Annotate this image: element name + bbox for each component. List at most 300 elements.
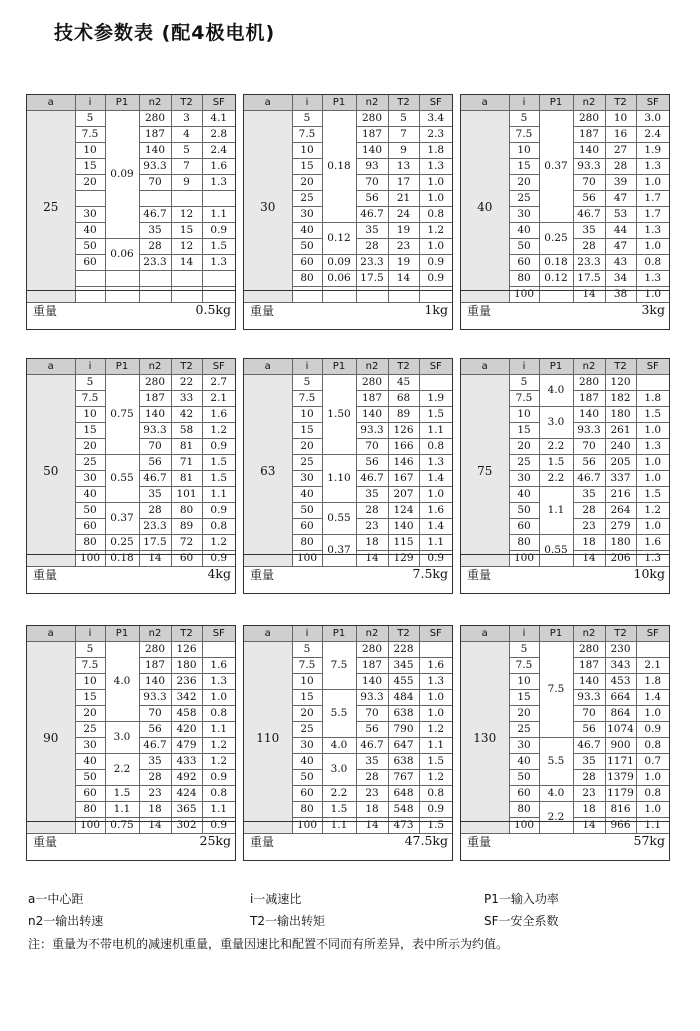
safety-factor-cell: 1.7 [636, 207, 669, 223]
input-power-cell: 0.75 [105, 375, 139, 455]
ratio-cell: 25 [75, 455, 105, 471]
output-torque-cell: 261 [605, 423, 636, 439]
safety-factor-cell: 1.3 [636, 439, 669, 455]
safety-factor-cell: 1.1 [202, 802, 235, 818]
output-speed-cell: 14 [139, 818, 171, 834]
weight-row [27, 290, 235, 329]
output-torque-cell: 45 [388, 375, 419, 391]
column-header: SF [419, 626, 452, 642]
output-speed-cell: 140 [139, 407, 171, 423]
input-power-cell: 4.0 [539, 375, 573, 407]
output-speed-cell: 280 [139, 111, 171, 127]
input-power-cell: 5.5 [539, 738, 573, 786]
ratio-cell: 60 [75, 786, 105, 802]
ratio-cell: 25 [292, 455, 322, 471]
safety-factor-cell: 1.0 [636, 519, 669, 535]
ratio-cell: 30 [75, 207, 105, 223]
output-speed-cell: 93 [356, 159, 388, 175]
output-speed-cell: 56 [356, 722, 388, 738]
output-torque-cell [171, 191, 202, 207]
ratio-cell: 15 [75, 423, 105, 439]
safety-factor-cell: 0.9 [202, 223, 235, 239]
legend-a: a一中心距 [28, 892, 84, 906]
safety-factor-cell: 1.3 [202, 674, 235, 690]
safety-factor-cell: 1.3 [419, 674, 452, 690]
output-torque-cell: 7 [171, 159, 202, 175]
weight-label: 重量 [33, 304, 58, 318]
weight-value: 7.5kg [412, 566, 448, 581]
column-header: a [461, 626, 509, 642]
safety-factor-cell: 1.0 [636, 802, 669, 818]
ratio-cell: 10 [75, 407, 105, 423]
safety-factor-cell: 1.4 [419, 471, 452, 487]
output-speed-cell: 93.3 [573, 159, 605, 175]
output-torque-cell: 81 [171, 471, 202, 487]
output-speed-cell: 14 [139, 551, 171, 567]
output-speed-cell: 46.7 [356, 207, 388, 223]
ratio-cell: 50 [509, 503, 539, 519]
output-torque-cell: 767 [388, 770, 419, 786]
output-torque-cell: 13 [388, 159, 419, 175]
input-power-cell: 2.2 [539, 471, 573, 487]
ratio-cell [75, 191, 105, 207]
input-power-cell: 0.09 [105, 111, 139, 239]
safety-factor-cell: 0.9 [636, 722, 669, 738]
safety-factor-cell: 1.3 [636, 159, 669, 175]
output-speed-cell: 14 [356, 551, 388, 567]
column-header: a [244, 626, 292, 642]
output-speed-cell: 14 [573, 818, 605, 834]
spec-table [244, 95, 452, 303]
input-power-cell: 0.25 [539, 223, 573, 255]
output-speed-cell [139, 191, 171, 207]
ratio-cell: 100 [509, 551, 539, 567]
ratio-cell: 30 [75, 738, 105, 754]
ratio-cell: 40 [292, 487, 322, 503]
ratio-cell: 60 [292, 786, 322, 802]
ratio-cell: 20 [292, 439, 322, 455]
output-torque-cell: 180 [171, 658, 202, 674]
output-speed-cell: 17.5 [139, 535, 171, 551]
table-row [244, 111, 452, 127]
column-header: i [75, 95, 105, 111]
output-torque-cell: 22 [171, 375, 202, 391]
output-torque-cell: 1179 [605, 786, 636, 802]
column-header: i [509, 95, 539, 111]
output-speed-cell: 28 [139, 239, 171, 255]
output-torque-cell: 342 [171, 690, 202, 706]
output-torque-cell: 424 [171, 786, 202, 802]
safety-factor-cell: 1.5 [202, 471, 235, 487]
output-torque-cell: 548 [388, 802, 419, 818]
output-torque-cell: 89 [171, 519, 202, 535]
safety-factor-cell: 1.1 [419, 535, 452, 551]
output-speed-cell: 280 [139, 642, 171, 658]
ratio-cell: 80 [292, 271, 322, 287]
output-speed-cell: 187 [356, 658, 388, 674]
column-header: i [292, 95, 322, 111]
output-speed-cell: 140 [356, 143, 388, 159]
output-torque-cell: 47 [605, 191, 636, 207]
output-speed-cell: 35 [573, 487, 605, 503]
ratio-cell: 40 [75, 487, 105, 503]
input-power-cell: 0.55 [105, 455, 139, 503]
ratio-cell: 15 [75, 159, 105, 175]
ratio-cell: 10 [292, 407, 322, 423]
ratio-cell: 10 [75, 143, 105, 159]
safety-factor-cell: 0.9 [202, 503, 235, 519]
weight-label: 重量 [250, 304, 275, 318]
ratio-cell: 30 [75, 471, 105, 487]
output-torque-cell: 12 [171, 207, 202, 223]
input-power-cell: 0.37 [322, 535, 356, 567]
safety-factor-cell: 1.8 [419, 143, 452, 159]
weight-row [244, 821, 452, 860]
output-speed-cell: 280 [573, 642, 605, 658]
safety-factor-cell: 1.2 [419, 722, 452, 738]
column-header: i [75, 359, 105, 375]
column-header: n2 [139, 626, 171, 642]
output-speed-cell: 93.3 [139, 159, 171, 175]
ratio-cell: 50 [509, 770, 539, 786]
output-torque-cell: 27 [605, 143, 636, 159]
output-torque-cell: 453 [605, 674, 636, 690]
safety-factor-cell: 1.3 [202, 175, 235, 191]
output-speed-cell: 14 [573, 287, 605, 303]
output-speed-cell: 46.7 [139, 471, 171, 487]
input-power-cell: 4.0 [322, 738, 356, 754]
ratio-cell: 5 [509, 111, 539, 127]
ratio-cell: 50 [292, 770, 322, 786]
output-torque-cell: 492 [171, 770, 202, 786]
safety-factor-cell: 1.2 [202, 738, 235, 754]
column-header: n2 [139, 359, 171, 375]
table-row [27, 642, 235, 658]
ratio-cell: 50 [292, 503, 322, 519]
ratio-cell: 100 [509, 818, 539, 834]
weight-row [461, 290, 669, 329]
output-torque-cell: 455 [388, 674, 419, 690]
output-torque-cell: 207 [388, 487, 419, 503]
output-speed-cell: 35 [573, 754, 605, 770]
output-speed-cell: 35 [356, 223, 388, 239]
ratio-cell: 20 [75, 439, 105, 455]
column-header: P1 [322, 95, 356, 111]
spec-table-panel [26, 94, 236, 330]
output-torque-cell: 1074 [605, 722, 636, 738]
ratio-cell: 50 [75, 239, 105, 255]
output-speed-cell: 187 [139, 658, 171, 674]
ratio-cell: 80 [75, 802, 105, 818]
ratio-cell: 10 [509, 143, 539, 159]
ratio-cell: 20 [509, 706, 539, 722]
output-torque-cell: 864 [605, 706, 636, 722]
safety-factor-cell: 0.9 [419, 255, 452, 271]
ratio-cell: 40 [509, 223, 539, 239]
legend-sf: SF一安全系数 [484, 914, 559, 928]
ratio-cell: 15 [509, 159, 539, 175]
safety-factor-cell: 1.1 [419, 738, 452, 754]
legend-n2: n2一输出转速 [28, 914, 104, 928]
ratio-cell: 5 [509, 375, 539, 391]
safety-factor-cell: 0.8 [419, 439, 452, 455]
output-torque-cell: 115 [388, 535, 419, 551]
ratio-cell: 20 [75, 175, 105, 191]
output-speed-cell: 70 [573, 175, 605, 191]
column-header: a [244, 95, 292, 111]
safety-factor-cell: 0.8 [636, 255, 669, 271]
ratio-cell: 20 [292, 706, 322, 722]
output-torque-cell: 230 [605, 642, 636, 658]
safety-factor-cell: 2.4 [636, 127, 669, 143]
column-header: P1 [105, 626, 139, 642]
legend-p1: P1一输入功率 [484, 892, 559, 906]
ratio-cell: 10 [509, 674, 539, 690]
weight-label: 重量 [33, 568, 58, 582]
output-speed-cell: 28 [356, 770, 388, 786]
output-speed-cell: 46.7 [573, 471, 605, 487]
output-speed-cell: 28 [356, 503, 388, 519]
output-torque-cell: 180 [605, 535, 636, 551]
spec-table [27, 626, 235, 834]
weight-value: 57kg [633, 833, 665, 848]
ratio-cell: 100 [75, 818, 105, 834]
input-power-cell: 2.2 [539, 439, 573, 455]
ratio-cell: 7.5 [292, 127, 322, 143]
safety-factor-cell: 1.6 [202, 159, 235, 175]
ratio-cell: 40 [75, 754, 105, 770]
safety-factor-cell: 1.5 [419, 754, 452, 770]
column-header: P1 [322, 626, 356, 642]
safety-factor-cell: 0.8 [636, 786, 669, 802]
safety-factor-cell: 1.0 [636, 239, 669, 255]
output-torque-cell: 23 [388, 239, 419, 255]
input-power-cell: 5.5 [322, 690, 356, 738]
output-speed-cell: 28 [139, 770, 171, 786]
output-torque-cell: 124 [388, 503, 419, 519]
output-speed-cell: 23 [356, 786, 388, 802]
ratio-cell: 25 [292, 722, 322, 738]
safety-factor-cell: 1.0 [419, 239, 452, 255]
output-torque-cell: 10 [605, 111, 636, 127]
output-speed-cell: 70 [139, 439, 171, 455]
output-speed-cell: 187 [356, 391, 388, 407]
output-torque-cell: 38 [605, 287, 636, 303]
weight-label: 重量 [467, 304, 492, 318]
column-header: SF [636, 626, 669, 642]
output-speed-cell: 14 [356, 818, 388, 834]
output-torque-cell: 28 [605, 159, 636, 175]
safety-factor-cell: 1.0 [636, 471, 669, 487]
weight-label: 重量 [250, 835, 275, 849]
spec-table-panel [460, 358, 670, 594]
center-distance-cell: 130 [461, 642, 509, 834]
output-speed-cell: 14 [573, 551, 605, 567]
column-header: i [292, 626, 322, 642]
ratio-cell: 80 [292, 535, 322, 551]
output-speed-cell: 35 [356, 754, 388, 770]
safety-factor-cell: 1.0 [636, 175, 669, 191]
output-speed-cell: 140 [573, 407, 605, 423]
output-speed-cell: 93.3 [139, 690, 171, 706]
output-torque-cell: 647 [388, 738, 419, 754]
output-torque-cell: 129 [388, 551, 419, 567]
output-torque-cell: 1379 [605, 770, 636, 786]
input-power-cell: 0.18 [539, 255, 573, 271]
output-torque-cell: 53 [605, 207, 636, 223]
input-power-cell: 2.2 [539, 802, 573, 834]
safety-factor-cell: 1.3 [636, 223, 669, 239]
column-header: i [292, 359, 322, 375]
output-torque-cell: 1171 [605, 754, 636, 770]
output-torque-cell: 479 [171, 738, 202, 754]
safety-factor-cell: 1.0 [202, 690, 235, 706]
output-torque-cell: 80 [171, 503, 202, 519]
ratio-cell: 15 [509, 423, 539, 439]
output-torque-cell: 228 [388, 642, 419, 658]
safety-factor-cell: 0.9 [202, 439, 235, 455]
output-torque-cell: 638 [388, 754, 419, 770]
ratio-cell: 100 [292, 551, 322, 567]
ratio-cell: 30 [509, 738, 539, 754]
safety-factor-cell: 0.8 [202, 786, 235, 802]
safety-factor-cell: 0.9 [419, 271, 452, 287]
ratio-cell: 5 [292, 375, 322, 391]
safety-factor-cell: 1.8 [636, 674, 669, 690]
safety-factor-cell: 1.6 [636, 535, 669, 551]
input-power-cell: 3.0 [322, 754, 356, 786]
output-speed-cell: 28 [139, 503, 171, 519]
output-speed-cell: 187 [139, 127, 171, 143]
weight-label: 重量 [33, 835, 58, 849]
safety-factor-cell: 0.8 [202, 706, 235, 722]
ratio-cell: 80 [292, 802, 322, 818]
column-header: n2 [573, 359, 605, 375]
ratio-cell: 7.5 [292, 658, 322, 674]
safety-factor-cell: 1.2 [202, 535, 235, 551]
ratio-cell: 60 [292, 519, 322, 535]
output-speed-cell: 18 [356, 535, 388, 551]
output-torque-cell: 5 [171, 143, 202, 159]
ratio-cell: 7.5 [75, 127, 105, 143]
safety-factor-cell: 1.0 [636, 455, 669, 471]
ratio-cell: 7.5 [509, 127, 539, 143]
safety-factor-cell: 1.2 [419, 770, 452, 786]
safety-factor-cell: 1.5 [202, 239, 235, 255]
output-torque-cell: 60 [171, 551, 202, 567]
ratio-cell: 5 [292, 642, 322, 658]
safety-factor-cell: 0.9 [202, 818, 235, 834]
column-header: P1 [105, 359, 139, 375]
column-header: SF [202, 95, 235, 111]
ratio-cell: 5 [509, 642, 539, 658]
output-speed-cell: 28 [356, 239, 388, 255]
safety-factor-cell: 2.1 [202, 391, 235, 407]
output-torque-cell: 648 [388, 786, 419, 802]
ratio-cell: 10 [509, 407, 539, 423]
center-distance-cell: 50 [27, 375, 75, 567]
output-speed-cell: 23 [139, 786, 171, 802]
ratio-cell: 60 [292, 255, 322, 271]
output-speed-cell: 56 [356, 191, 388, 207]
output-speed-cell: 70 [356, 706, 388, 722]
legend-i: i一减速比 [250, 892, 302, 906]
safety-factor-cell: 0.9 [202, 770, 235, 786]
safety-factor-cell: 1.3 [202, 255, 235, 271]
output-speed-cell: 23 [573, 786, 605, 802]
ratio-cell: 5 [75, 375, 105, 391]
safety-factor-cell: 1.3 [419, 455, 452, 471]
safety-factor-cell [202, 271, 235, 287]
output-speed-cell: 140 [356, 407, 388, 423]
ratio-cell: 7.5 [509, 658, 539, 674]
output-speed-cell: 28 [573, 770, 605, 786]
safety-factor-cell: 4.1 [202, 111, 235, 127]
weight-value: 25kg [199, 833, 231, 848]
column-header: SF [636, 95, 669, 111]
center-distance-cell: 63 [244, 375, 292, 567]
output-speed-cell: 46.7 [573, 738, 605, 754]
output-torque-cell: 140 [388, 519, 419, 535]
safety-factor-cell: 1.6 [202, 658, 235, 674]
output-speed-cell: 187 [139, 391, 171, 407]
safety-factor-cell: 1.6 [419, 503, 452, 519]
output-torque-cell: 120 [605, 375, 636, 391]
column-header: P1 [539, 359, 573, 375]
input-power-cell: 4.0 [105, 642, 139, 722]
safety-factor-cell: 1.0 [419, 175, 452, 191]
output-speed-cell: 140 [139, 143, 171, 159]
output-speed-cell: 35 [139, 754, 171, 770]
input-power-cell [105, 271, 139, 287]
table-row [461, 375, 669, 391]
safety-factor-cell: 0.9 [419, 551, 452, 567]
input-power-cell: 1.5 [105, 786, 139, 802]
ratio-cell: 80 [75, 535, 105, 551]
output-speed-cell: 23.3 [573, 255, 605, 271]
input-power-cell: 2.2 [105, 754, 139, 786]
output-torque-cell: 167 [388, 471, 419, 487]
output-torque-cell: 16 [605, 127, 636, 143]
output-torque-cell: 146 [388, 455, 419, 471]
safety-factor-cell [636, 375, 669, 391]
output-torque-cell: 9 [388, 143, 419, 159]
safety-factor-cell: 1.9 [419, 391, 452, 407]
output-speed-cell: 70 [573, 439, 605, 455]
input-power-cell: 0.18 [105, 551, 139, 567]
column-header: n2 [356, 95, 388, 111]
output-torque-cell: 33 [171, 391, 202, 407]
ratio-cell: 60 [75, 255, 105, 271]
column-header: a [27, 95, 75, 111]
weight-value: 10kg [633, 566, 665, 581]
column-header: T2 [605, 359, 636, 375]
output-torque-cell: 71 [171, 455, 202, 471]
output-speed-cell: 23.3 [139, 255, 171, 271]
output-speed-cell: 280 [356, 642, 388, 658]
column-header: SF [419, 359, 452, 375]
ratio-cell: 50 [75, 770, 105, 786]
safety-factor-cell [202, 642, 235, 658]
output-speed-cell: 18 [573, 535, 605, 551]
column-header: T2 [605, 626, 636, 642]
output-speed-cell: 70 [139, 175, 171, 191]
ratio-cell: 30 [292, 207, 322, 223]
output-torque-cell: 365 [171, 802, 202, 818]
output-speed-cell: 70 [139, 706, 171, 722]
output-speed-cell: 187 [356, 127, 388, 143]
spec-table [244, 359, 452, 567]
